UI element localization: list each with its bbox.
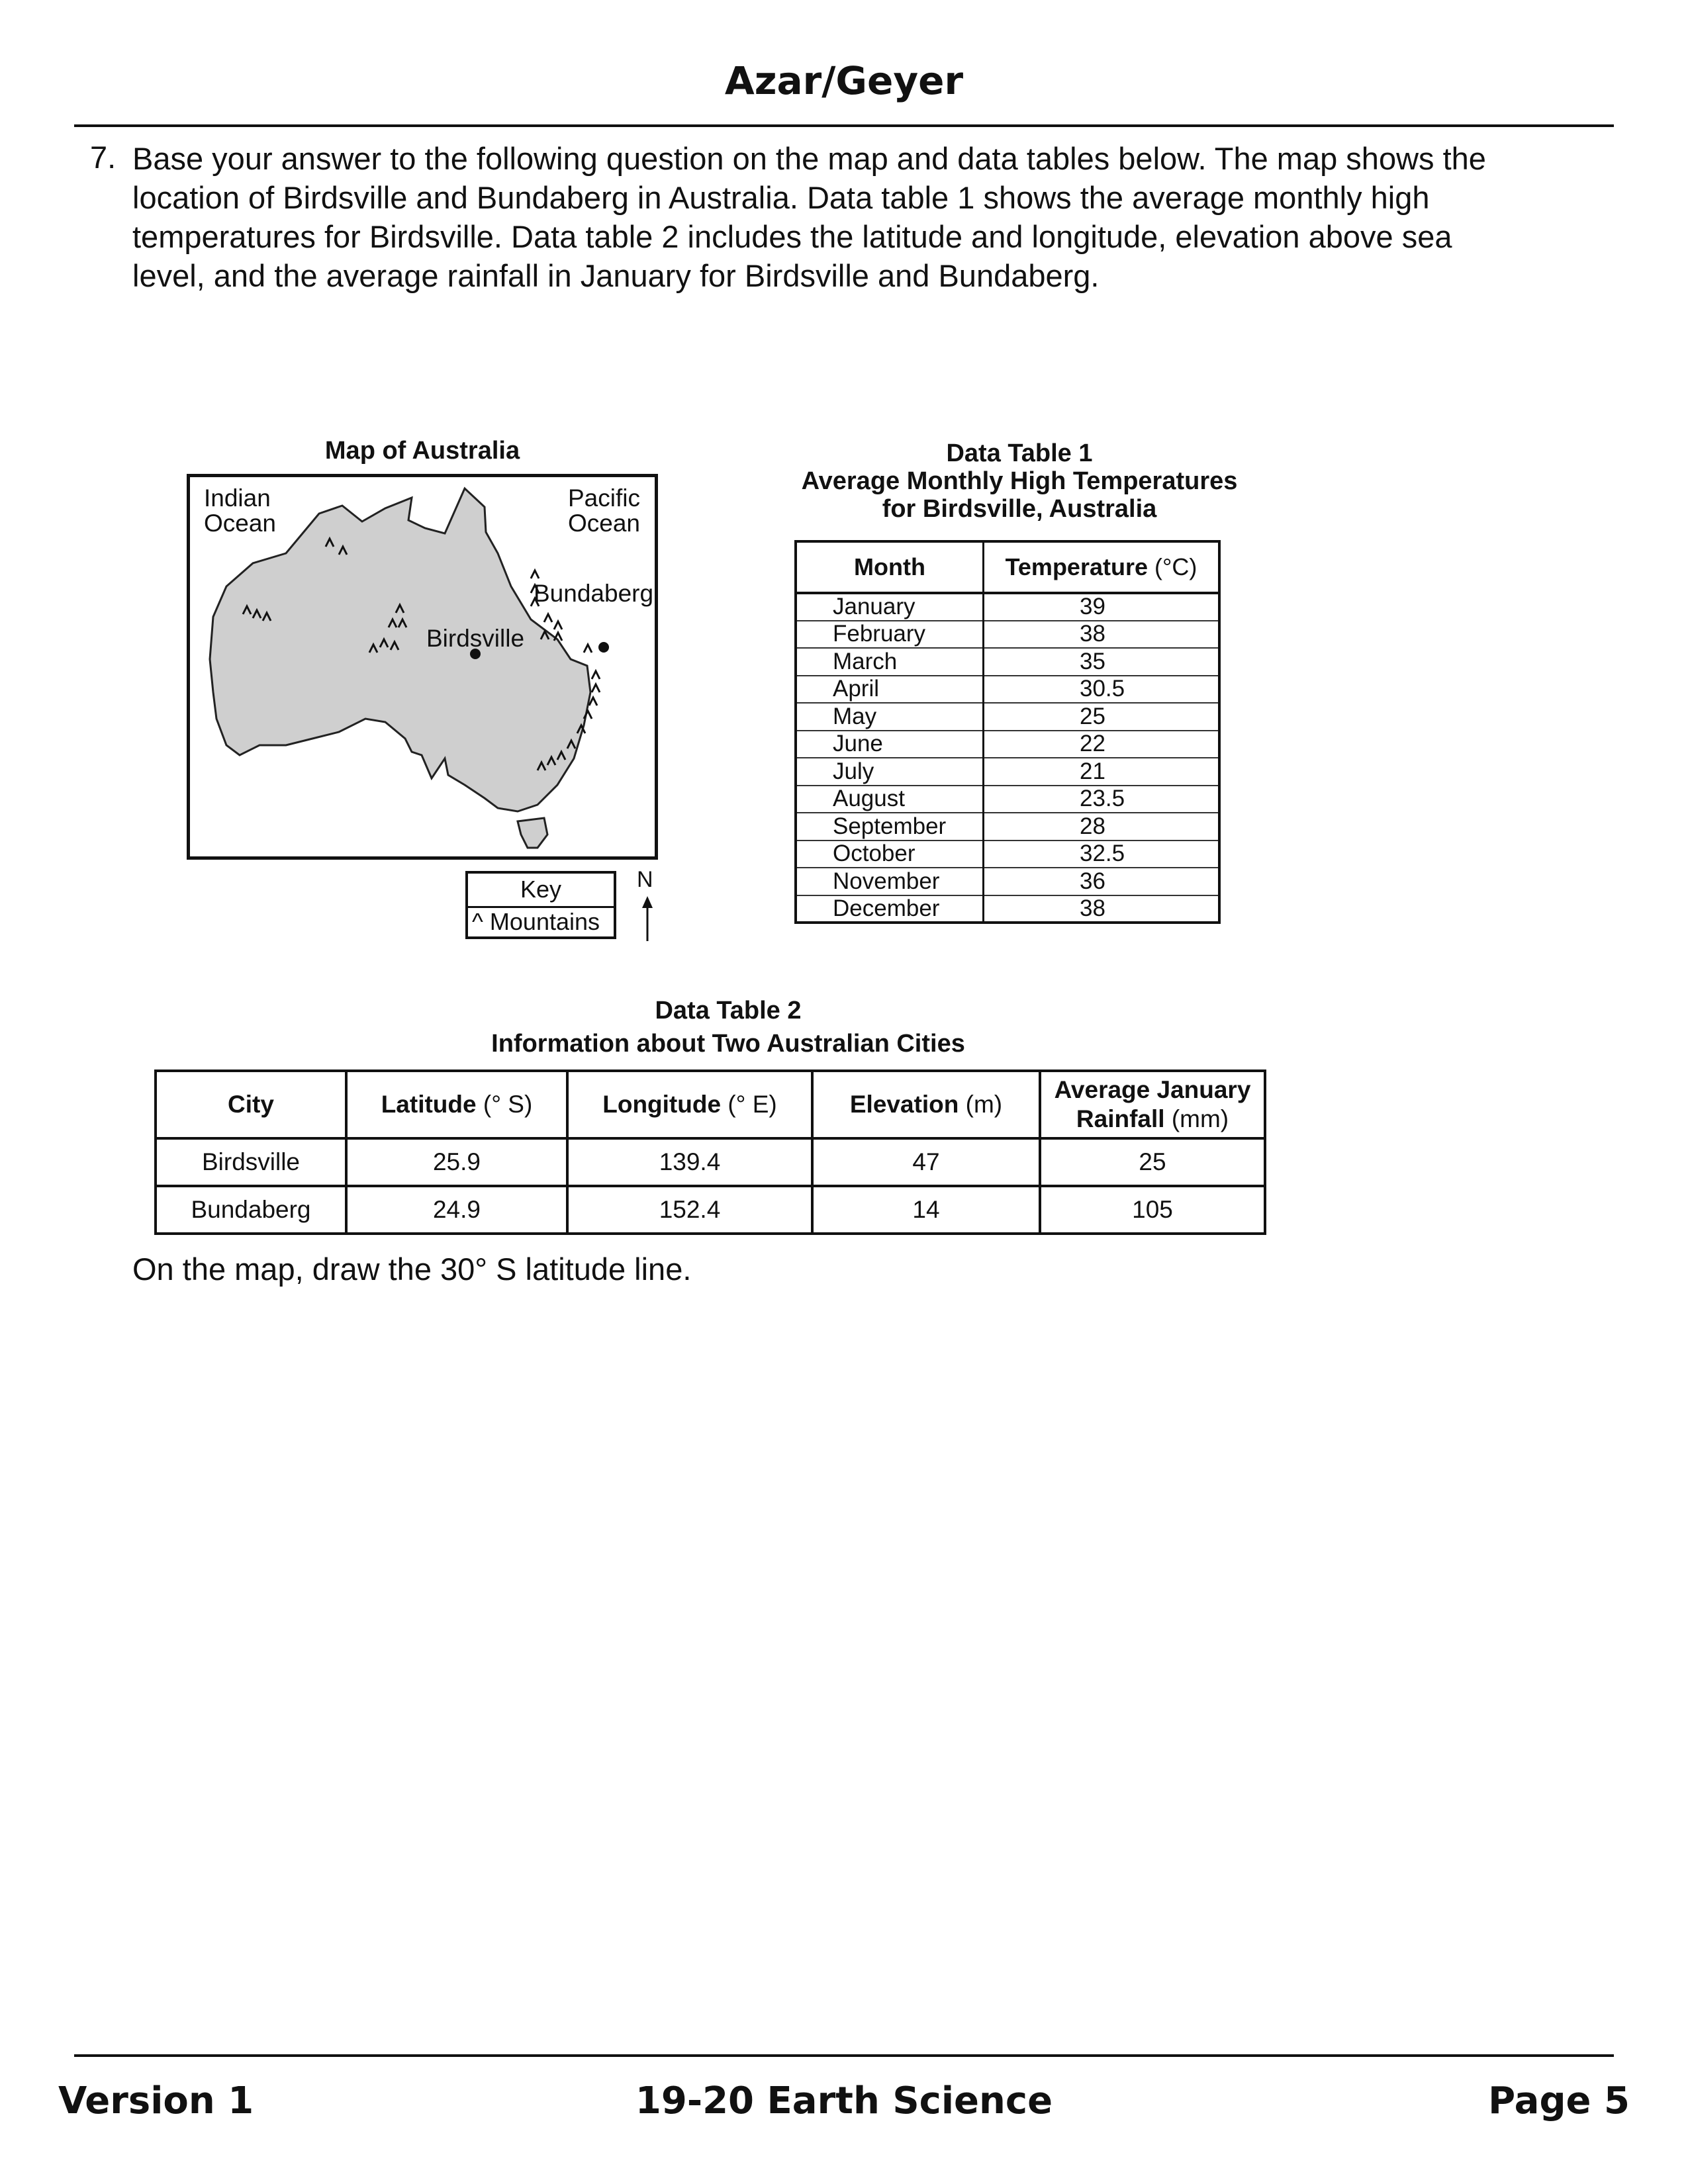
map-title: Map of Australia <box>324 437 520 465</box>
birdsville-label: Birdsville <box>426 625 525 652</box>
table-row: December 38 <box>796 895 1219 923</box>
table-row: Birdsville 25.9 139.4 47 25 <box>156 1138 1265 1186</box>
table-row: February 38 <box>796 621 1219 649</box>
footer-rule <box>74 2054 1614 2057</box>
map-key <box>465 871 616 939</box>
cities-table <box>154 1069 1266 1235</box>
table-row: May 25 <box>796 703 1219 731</box>
rainfall-col-header: Average January Rainfall (mm) <box>1040 1071 1265 1138</box>
table-row: August 23.5 <box>796 786 1219 813</box>
question-text: Base your answer to the following question on the map and data tables below. The map shows the location of Birdsville and Bundaberg in Australia. Data table 1 shows the average monthly high temperatures for Birdsville. Data table 2 includes the latitude and longitude, elevation above sea level, and the average rainfall in January for Birdsville and Bundaberg. <box>132 141 1486 293</box>
key-title: Key <box>468 874 614 908</box>
page-header-title: Azar/Geyer <box>724 58 964 103</box>
mountain-icon: ^ <box>472 908 483 935</box>
table1-title: Data Table 1 Average Monthly High Temperatures for Birdsville, Australia <box>801 439 1238 523</box>
north-arrow-icon <box>639 895 655 942</box>
latitude-col-header: Latitude (° S) <box>346 1071 567 1138</box>
footer-course: 19-20 Earth Science <box>635 2079 1053 2122</box>
key-mountains-label: Mountains <box>489 908 600 935</box>
table-row: June 22 <box>796 731 1219 758</box>
table-row: March 35 <box>796 648 1219 676</box>
pacific-ocean-label: Pacific Ocean <box>568 484 641 537</box>
footer-version: Version 1 <box>58 2079 254 2122</box>
north-label: N <box>637 867 653 892</box>
header-rule <box>74 124 1614 127</box>
table-row: November 36 <box>796 868 1219 895</box>
table-row: October 32.5 <box>796 841 1219 868</box>
temp-col-header: Temperature (°C) <box>984 541 1220 593</box>
key-mountains-row <box>472 907 600 937</box>
temperature-table <box>794 540 1221 924</box>
city-col-header: City <box>156 1071 346 1138</box>
table-row: September 28 <box>796 813 1219 841</box>
question-instruction: On the map, draw the 30° S latitude line. <box>132 1251 692 1287</box>
question-number: 7. <box>90 140 117 175</box>
month-col-header: Month <box>796 541 984 593</box>
table-row: Bundaberg 24.9 152.4 14 105 <box>156 1186 1265 1234</box>
longitude-col-header: Longitude (° E) <box>567 1071 812 1138</box>
elevation-col-header: Elevation (m) <box>812 1071 1040 1138</box>
footer-page-number: Page 5 <box>1488 2079 1630 2122</box>
table2-title: Data Table 2 Information about Two Australian Cities <box>491 997 965 1058</box>
indian-ocean-label: Indian Ocean <box>204 484 277 537</box>
table-row: April 30.5 <box>796 676 1219 704</box>
table-row: January 39 <box>796 593 1219 621</box>
table-row: July 21 <box>796 758 1219 786</box>
bundaberg-label: Bundaberg <box>534 580 654 607</box>
